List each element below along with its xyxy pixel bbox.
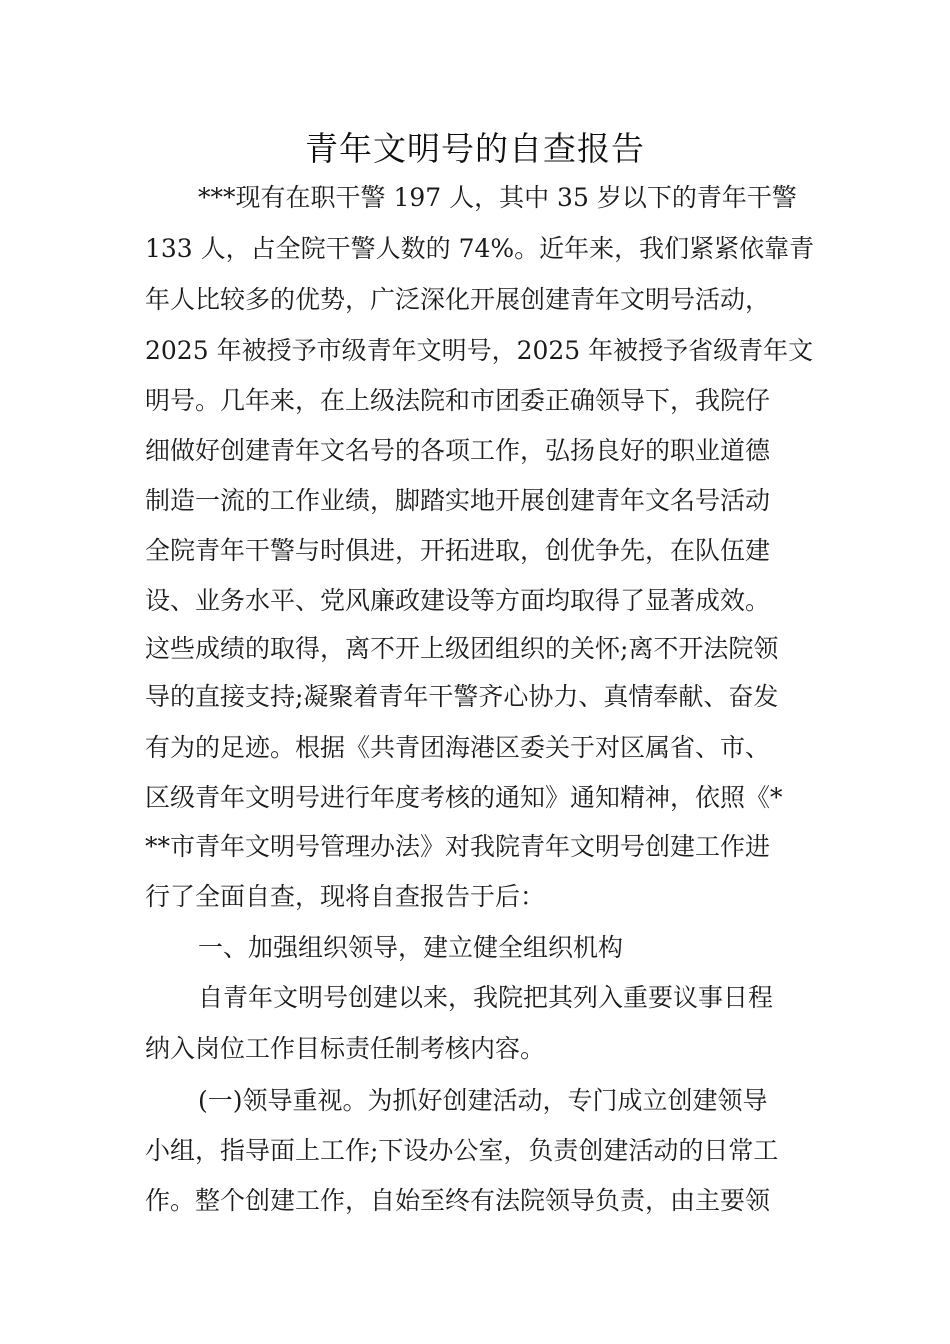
body-line-4: 2025 年被授予市级青年文明号，2025 年被授予省级青年文	[145, 336, 814, 365]
body-line-10: 这些成绩的取得，离不开上级团组织的关怀;离不开法院领	[145, 634, 779, 663]
body-line-12: 有为的足迹。根据《共青团海港区委关于对区属省、市、	[145, 733, 771, 762]
body-line-9: 设、业务水平、党风廉政建设等方面均取得了显著成效。	[145, 586, 771, 615]
body-line-11: 导的直接支持;凝聚着青年干警齐心协力、真情奉献、奋发	[145, 682, 779, 711]
document-title: 青年文明号的自查报告	[305, 129, 645, 168]
body-line-5: 明号。几年来，在上级法院和市团委正确领导下，我院仔	[145, 386, 771, 415]
body-line-16: 自青年文明号创建以来，我院把其列入重要议事日程	[198, 983, 774, 1012]
body-line-19: 小组，指导面上工作;下设办公室，负责创建活动的日常工	[145, 1136, 779, 1165]
body-line-6: 细做好创建青年文名号的各项工作，弘扬良好的职业道德	[145, 436, 771, 465]
body-line-18: (一)领导重视。为抓好创建活动，专门成立创建领导	[198, 1086, 768, 1115]
body-line-1: ***现有在职干警 197 人，其中 35 岁以下的青年干警	[198, 183, 797, 212]
body-line-7: 制造一流的工作业绩，脚踏实地开展创建青年文名号活动	[145, 486, 771, 515]
section-heading-1: 一、加强组织领导，建立健全组织机构	[198, 933, 624, 962]
body-line-3: 年人比较多的优势，广泛深化开展创建青年文明号活动，	[145, 285, 771, 314]
body-line-2: 133 人，占全院干警人数的 74%。近年来，我们紧紧依靠青	[145, 234, 815, 263]
body-line-14: **市青年文明号管理办法》对我院青年文明号创建工作进	[145, 832, 771, 861]
body-line-17: 纳入岗位工作目标责任制考核内容。	[145, 1034, 546, 1063]
body-line-20: 作。整个创建工作，自始至终有法院领导负责，由主要领	[145, 1186, 771, 1215]
body-line-15: 行了全面自查，现将自查报告于后：	[145, 882, 546, 911]
body-line-8: 全院青年干警与时俱进，开拓进取，创优争先，在队伍建	[145, 536, 771, 565]
body-line-13: 区级青年文明号进行年度考核的通知》通知精神，依照《*	[145, 783, 783, 812]
